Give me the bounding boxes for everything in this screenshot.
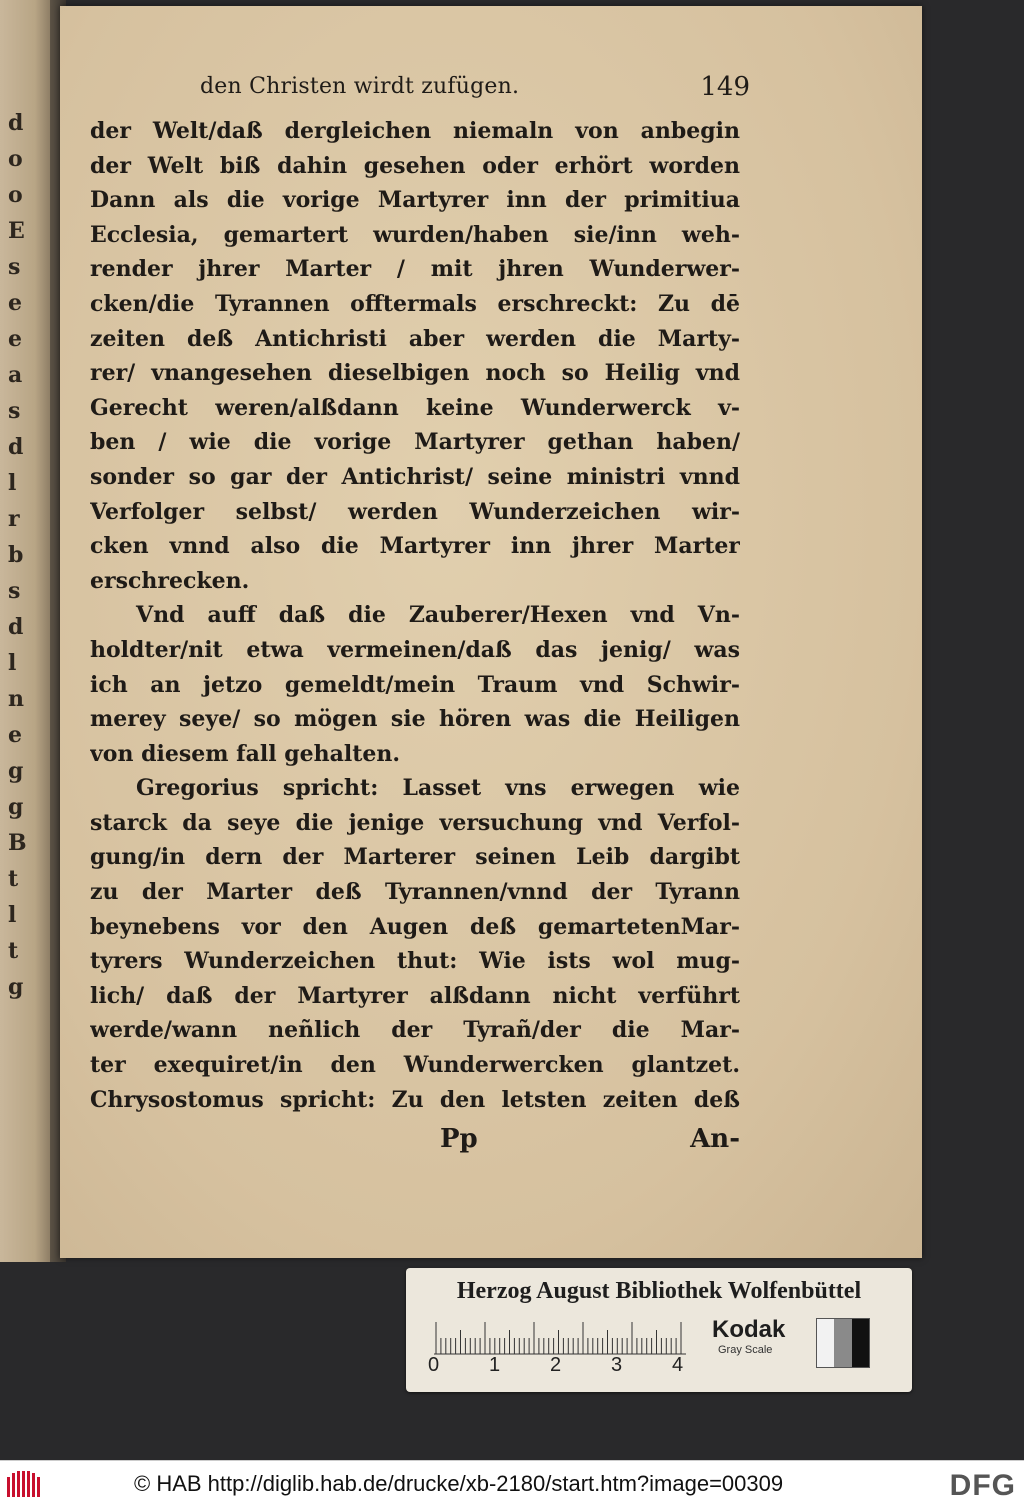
- left-page-fragment: g: [8, 758, 24, 784]
- ruler-number: 1: [489, 1354, 501, 1376]
- left-page-fragment: d: [8, 110, 24, 136]
- text-line: sonder so gar der Antichrist/ seine ministri vnnd: [90, 463, 740, 490]
- gray-patch: [817, 1319, 834, 1367]
- text-line: von diesem fall gehalten.: [90, 740, 401, 767]
- text-line: erschrecken.: [90, 567, 250, 594]
- left-page-fragment: o: [8, 146, 23, 172]
- text-line: zeiten deß Antichristi aber werden die Marty-: [90, 325, 740, 352]
- text-line: Chrysostomus spricht: Zu den letsten zeiten deß: [90, 1086, 740, 1113]
- library-name: Herzog August Bibliothek Wolfenbüttel: [456, 1278, 862, 1304]
- text-line: beynebens vor den Augen deß gemartetenMar-: [90, 913, 740, 940]
- text-line: werde/wann neñlich der Tyrañ/der die Mar-: [90, 1017, 740, 1044]
- left-page-fragment: E: [8, 218, 25, 244]
- left-page-fragment: a: [8, 362, 23, 388]
- signature-mark: Pp: [440, 1124, 478, 1154]
- text-line: cken/die Tyrannen offtermals erschreckt: Zu dē: [90, 290, 740, 317]
- ruler-numbers: [428, 1354, 698, 1382]
- text-line: Dann als die vorige Martyrer inn der primitiua: [90, 187, 740, 214]
- body-text: [90, 114, 740, 1117]
- gray-patches: [816, 1318, 870, 1368]
- book-page: [60, 6, 922, 1258]
- left-page-fragment: b: [8, 542, 24, 568]
- left-page-fragment: t: [8, 866, 19, 892]
- kodak-brand: Kodak: [712, 1316, 786, 1343]
- text-line: starck da seye die jenige versuchung vnd Verfol-: [90, 809, 740, 836]
- ruler-scale: [434, 1320, 686, 1356]
- page-footer: [90, 1120, 740, 1160]
- left-page-edge: [0, 0, 50, 1262]
- left-page-fragment: l: [8, 902, 17, 928]
- left-page-fragment: s: [8, 578, 21, 604]
- left-page-fragment: s: [8, 398, 21, 424]
- page-header: [200, 72, 760, 112]
- text-line: Ecclesia, gemartert wurden/haben sie/inn weh-: [90, 221, 740, 248]
- library-scale-card: [406, 1268, 912, 1392]
- dfg-logo: DFG: [949, 1469, 1016, 1502]
- text-line: der Welt/daß dergleichen niemaln von anbegin: [90, 118, 740, 144]
- text-line: lich/ daß der Martyrer alßdann nicht verführt: [90, 982, 740, 1009]
- left-page-fragment: B: [8, 830, 27, 856]
- text-line: zu der Marter deß Tyrannen/vnnd der Tyrann: [90, 879, 740, 906]
- gray-patch: [834, 1319, 851, 1367]
- left-page-fragment: o: [8, 182, 23, 208]
- text-line: ter exequiret/in den Wunderwercken glantzet.: [90, 1052, 740, 1079]
- page-number: 149: [700, 72, 750, 102]
- left-page-fragment: s: [8, 254, 21, 280]
- catchword: An-: [690, 1124, 740, 1154]
- gray-patch: [852, 1319, 869, 1367]
- left-page-fragment: d: [8, 434, 24, 460]
- text-line: rer/ vnangesehen dieselbigen noch so Heilig vnd: [90, 360, 740, 387]
- left-page-fragment: d: [8, 614, 24, 640]
- ruler-number: 2: [550, 1354, 562, 1376]
- text-line: ich an jetzo gemeldt/mein Traum vnd Schwir-: [90, 671, 740, 698]
- text-line: Vnd auff daß die Zauberer/Hexen vnd Vn-: [136, 602, 740, 629]
- left-page-fragment: r: [8, 506, 20, 532]
- text-line: Verfolger selbst/ werden Wunderzeichen wir-: [90, 498, 740, 525]
- left-page-fragment: g: [8, 974, 24, 1000]
- hab-logo-icon: [6, 1471, 42, 1499]
- left-page-fragment: t: [8, 938, 19, 964]
- ruler-number: 0: [428, 1354, 440, 1376]
- left-page-fragment: n: [8, 686, 24, 712]
- left-page-fragment: e: [8, 722, 22, 748]
- text-line: gung/in dern der Marterer seinen Leib dargibt: [90, 844, 740, 871]
- ruler-number: 4: [672, 1354, 684, 1376]
- left-page-fragment: l: [8, 470, 17, 496]
- ruler-number: 3: [611, 1354, 623, 1376]
- left-page-fragment: l: [8, 650, 17, 676]
- left-page-fragment: e: [8, 326, 22, 352]
- text-line: ben / wie die vorige Martyrer gethan haben/: [90, 429, 740, 456]
- text-line: Gregorius spricht: Lasset vns erwegen wie: [136, 775, 740, 802]
- viewer-footer: [0, 1460, 1024, 1509]
- left-page-fragment: g: [8, 794, 24, 820]
- left-page-fragment: e: [8, 290, 22, 316]
- text-line: der Welt biß dahin gesehen oder erhört worden: [90, 152, 740, 179]
- text-line: cken vnnd also die Martyrer inn jhrer Marter: [90, 533, 740, 560]
- copyright-link[interactable]: © HAB http://diglib.hab.de/drucke/xb-2180/start.htm?image=00309: [134, 1471, 784, 1496]
- text-line: Gerecht weren/alßdann keine Wunderwerck v-: [90, 394, 740, 421]
- text-line: merey seye/ so mögen sie hören was die Heiligen: [90, 706, 740, 733]
- gray-scale-label: Gray Scale: [718, 1344, 773, 1356]
- text-line: tyrers Wunderzeichen thut: Wie ists wol mug-: [90, 948, 740, 975]
- running-head: den Christen wirdt zufügen.: [200, 74, 520, 99]
- text-line: render jhrer Marter / mit jhren Wunderwer-: [90, 256, 740, 283]
- text-line: holdter/nit etwa vermeinen/daß das jenig/ was: [90, 636, 740, 663]
